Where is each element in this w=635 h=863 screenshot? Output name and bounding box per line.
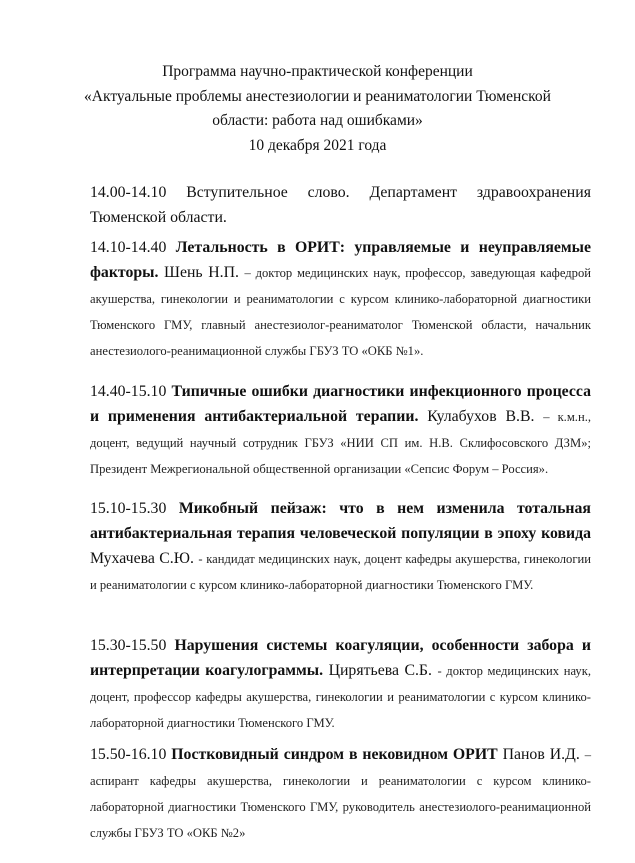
- conference-date: 10 декабря 2021 года: [248, 137, 387, 155]
- entry-title: Постковидный синдром в нековидном ОРИТ: [171, 746, 498, 763]
- program-entry: [90, 379, 591, 482]
- program-title: Программа научно-практической конференции: [162, 63, 473, 80]
- entry-time: 15.30-15.50: [90, 637, 167, 654]
- entry-speaker: Цирятьева С.Б.: [328, 662, 432, 679]
- entry-speaker: Кулабухов В.В.: [427, 408, 535, 425]
- program-entry: [90, 742, 591, 846]
- entry-title: Летальность в ОРИТ: управляемые и неуправляемые факторы.: [90, 239, 591, 281]
- entry-speaker: Шень Н.П.: [164, 264, 239, 281]
- entry-speaker: Мухачева С.Ю.: [90, 550, 194, 567]
- conference-title-line1: «Актуальные проблемы анестезиологии и реаниматологии Тюменской: [84, 87, 551, 105]
- entry-speaker-description: - доктор медицинских наук, доцент, профессор кафедры акушерства, гинекологии и реаниматологии с курсом клинико-лабораторной диагностики Тюменского ГМУ.: [90, 664, 591, 730]
- entry-speaker-description: – к.м.н., доцент, ведущий научный сотрудник ГБУЗ «НИИ СП им. Н.В. Склифосовского ДЗМ»; Президент Межрегиональной общественной организации «Сепсис Форум – Россия».: [90, 410, 591, 476]
- entry-speaker: Панов И.Д.: [502, 746, 580, 763]
- entry-speaker-description: - кандидат медицинских наук, доцент кафедры акушерства, гинекологии и реаниматологии с курсом клинико-лабораторной диагностики Тюменского ГМУ.: [90, 552, 591, 592]
- entry-time: 14.00-14.10: [90, 184, 167, 201]
- entry-speaker-description: – аспирант кафедры акушерства, гинекологии и реаниматологии с курсом клинико-лабораторной диагностики Тюменского ГМУ, руководитель анестезиолого-реанимационной службы ГБУЗ ТО «ОКБ №2»: [90, 748, 591, 840]
- entry-speaker-description: – доктор медицинских наук, профессор, заведующая кафедрой акушерства, гинекологии и реаниматологии с курсом клинико-лабораторной диагностики Тюменского ГМУ, главный анестезиолог-реаниматолог Тюменской области, начальник анестезиолого-реанимационной службы ГБУЗ ТО «ОКБ №1».: [90, 266, 592, 358]
- program-entry: [90, 180, 591, 230]
- document-header: [60, 60, 575, 159]
- entry-title: Микобный пейзаж: что в нем изменила тотальная антибактериальная терапия человеческой популяции в эпоху ковида: [90, 500, 591, 542]
- entry-text: Вступительное слово. Департамент здравоохранения Тюменской области.: [90, 184, 591, 226]
- entry-time: 14.10-14.40: [90, 239, 167, 256]
- conference-title-line2: области: работа над ошибками»: [212, 112, 423, 130]
- entry-time: 15.50-16.10: [90, 746, 167, 763]
- entry-title: Нарушения системы коагуляции, особенности забора и интерпретации коагулограммы.: [90, 637, 591, 679]
- entry-title: Типичные ошибки диагностики инфекционного процесса и применения антибактериальной терапии.: [90, 383, 591, 425]
- entry-time: 15.10-15.30: [90, 500, 167, 517]
- program-entry: [90, 496, 591, 598]
- program-entry: [90, 633, 591, 736]
- program-entry: [90, 235, 591, 364]
- entry-time: 14.40-15.10: [90, 383, 167, 400]
